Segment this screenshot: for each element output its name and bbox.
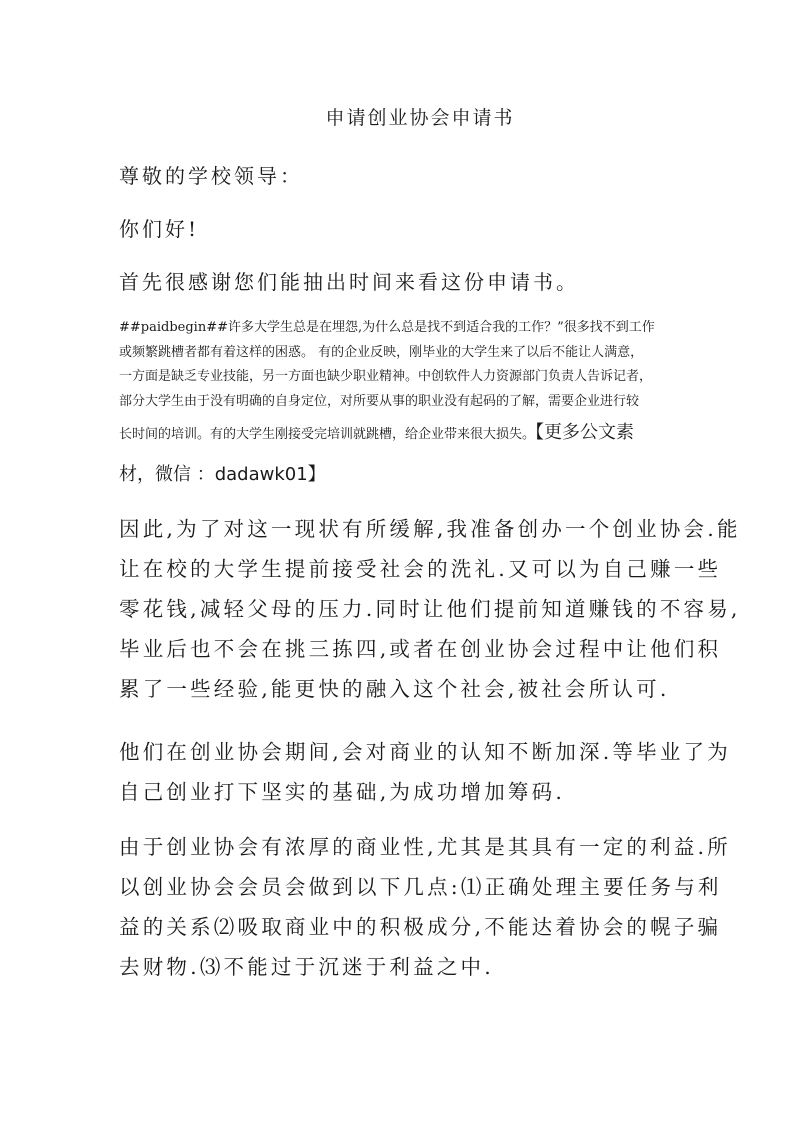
promo-text-a: 【更多公文素 bbox=[535, 422, 635, 443]
paragraph-line: 让在校的大学生提前接受社会的洗礼.又可以为自己赚一些 bbox=[119, 557, 722, 581]
salutation: 尊敬的学校领导： bbox=[119, 164, 303, 188]
intro-line: 或频繁跳槽者都有着这样的困惑。 有的企业反映，刚毕业的大学生来了以后不能让人满意， bbox=[119, 344, 644, 360]
paragraph-line: 累了一些经验,能更快的融入这个社会,被社会所认可. bbox=[119, 677, 670, 701]
paragraph-line: 由于创业协会有浓厚的商业性,尤其是其具有一定的利益.所 bbox=[119, 835, 731, 859]
intro-last-line bbox=[119, 418, 689, 444]
greeting: 你们好! bbox=[119, 217, 200, 241]
intro-line: ##paidbegin##许多大学生总是在埋怨,为什么总是找不到适合我的工作？”很多找不到工作 bbox=[119, 320, 655, 335]
paragraph-line: 因此,为了对这一现状有所缓解,我准备创办一个创业协会.能 bbox=[119, 517, 741, 541]
promo-text-b: 材，微信 ：dadawk01】 bbox=[119, 464, 326, 485]
paragraph-line: 自己创业打下坚实的基础,为成功增加筹码. bbox=[119, 780, 566, 804]
paragraph-1 bbox=[119, 509, 741, 709]
paragraph-3 bbox=[119, 827, 731, 987]
paragraph-line: 零花钱,减轻父母的压力.同时让他们提前知道赚钱的不容易, bbox=[119, 597, 741, 621]
paragraph-line: 益的关系⑵吸取商业中的积极成分,不能达着协会的幌子骗 bbox=[119, 915, 722, 939]
intro-paragraph bbox=[119, 316, 679, 414]
document-title: 申请创业协会申请书 bbox=[325, 107, 515, 129]
intro-last-text: 长时间的培训。有的大学生刚接受完培训就跳槽，给企业带来很大损失。 bbox=[119, 427, 536, 442]
intro-line: 一方面是缺乏专业技能，另一方面也缺少职业精神。中创软件人力资源部门负责人告诉记者， bbox=[119, 369, 653, 384]
paragraph-line: 去财物.⑶不能过于沉迷于利益之中. bbox=[119, 955, 494, 979]
paragraph-2 bbox=[119, 732, 731, 812]
paragraph-line: 他们在创业协会期间,会对商业的认知不断加深.等毕业了为 bbox=[119, 740, 731, 764]
paragraph-line: 毕业后也不会在挑三拣四,或者在创业协会过程中让他们积 bbox=[119, 637, 722, 661]
intro-line: 部分大学生由于没有明确的自身定位，对所要从事的职业没有起码的了解，需要企业进行较 bbox=[119, 393, 640, 409]
opening-line: 首先很感谢您们能抽出时间来看这份申请书。 bbox=[119, 270, 579, 294]
paragraph-line: 以创业协会会员会做到以下几点:⑴正确处理主要任务与利 bbox=[119, 875, 722, 899]
